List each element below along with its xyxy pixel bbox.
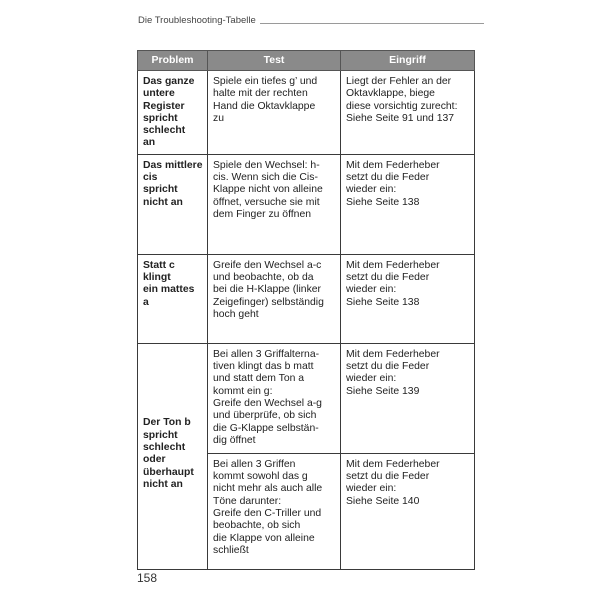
- running-title: Die Troubleshooting-Tabelle: [138, 15, 256, 26]
- fix-text: Mit dem Federheber setzt du die Feder wieder ein: Siehe Seite 138: [346, 159, 440, 208]
- test-text: Greife den Wechsel a-c und beobachte, ob da bei die H-Klappe (linker Zeigefinger) selbständig hoch geht: [213, 259, 324, 320]
- page-number: 158: [137, 571, 158, 585]
- test-cell: [208, 71, 341, 155]
- problem-text: Statt c klingt ein mattes a: [143, 259, 195, 308]
- column-header-test: Test: [208, 51, 341, 71]
- fix-text: Mit dem Federheber setzt du die Feder wieder ein: Siehe Seite 140: [346, 458, 440, 507]
- fix-cell: [341, 453, 475, 569]
- test-cell: [208, 453, 341, 569]
- fix-cell: [341, 343, 475, 453]
- test-text: Bei allen 3 Griffen kommt sowohl das g nicht mehr als auch alle Töne darunter: Greife den C-Triller und beobachte, ob sich die Klappe von alleine schließt: [213, 458, 323, 556]
- table-header-row: [138, 51, 475, 71]
- problem-cell: [138, 254, 208, 343]
- column-header-problem: Problem: [138, 51, 208, 71]
- fix-text: Mit dem Federheber setzt du die Feder wieder ein: Siehe Seite 139: [346, 348, 440, 397]
- problem-cell: [138, 71, 208, 155]
- fix-text: Mit dem Federheber setzt du die Feder wieder ein: Siehe Seite 138: [346, 259, 440, 308]
- test-cell: [208, 154, 341, 254]
- table-row: [138, 154, 475, 254]
- table-row: [138, 254, 475, 343]
- fix-text: Liegt der Fehler an der Oktavklappe, biege diese vorsichtig zurecht: Siehe Seite 91 und 137: [346, 76, 458, 124]
- problem-text: Das ganze untere Register spricht schlecht an: [143, 76, 195, 149]
- column-header-eingriff: Eingriff: [341, 51, 475, 71]
- problem-cell: [138, 154, 208, 254]
- fix-cell: [341, 71, 475, 155]
- fix-cell: [341, 154, 475, 254]
- fix-cell: [341, 254, 475, 343]
- header-rule: [260, 23, 484, 24]
- table-row: [138, 71, 475, 155]
- test-text: Spiele ein tiefes g’ und halte mit der rechten Hand die Oktavklappe zu: [213, 76, 318, 124]
- troubleshooting-table: [137, 50, 475, 570]
- test-text: Spiele den Wechsel: h- cis. Wenn sich die Cis- Klappe nicht von alleine öffnet, versuche sie mit dem Finger zu öffnen: [213, 159, 323, 220]
- problem-text: Der Ton b spricht schlecht oder überhaupt nicht an: [143, 417, 194, 490]
- table-row: [138, 343, 475, 453]
- test-cell: [208, 254, 341, 343]
- problem-text: Das mittlere cis spricht nicht an: [143, 159, 203, 208]
- running-header: [138, 15, 484, 26]
- test-text: Bei allen 3 Griffalterna- tiven klingt das b matt und statt dem Ton a kommt ein g: Greife den Wechsel a-g und überprüfe, ob sich die G-Klappe selbstän- dig öffnet: [213, 348, 322, 446]
- problem-cell: [138, 343, 208, 569]
- test-cell: [208, 343, 341, 453]
